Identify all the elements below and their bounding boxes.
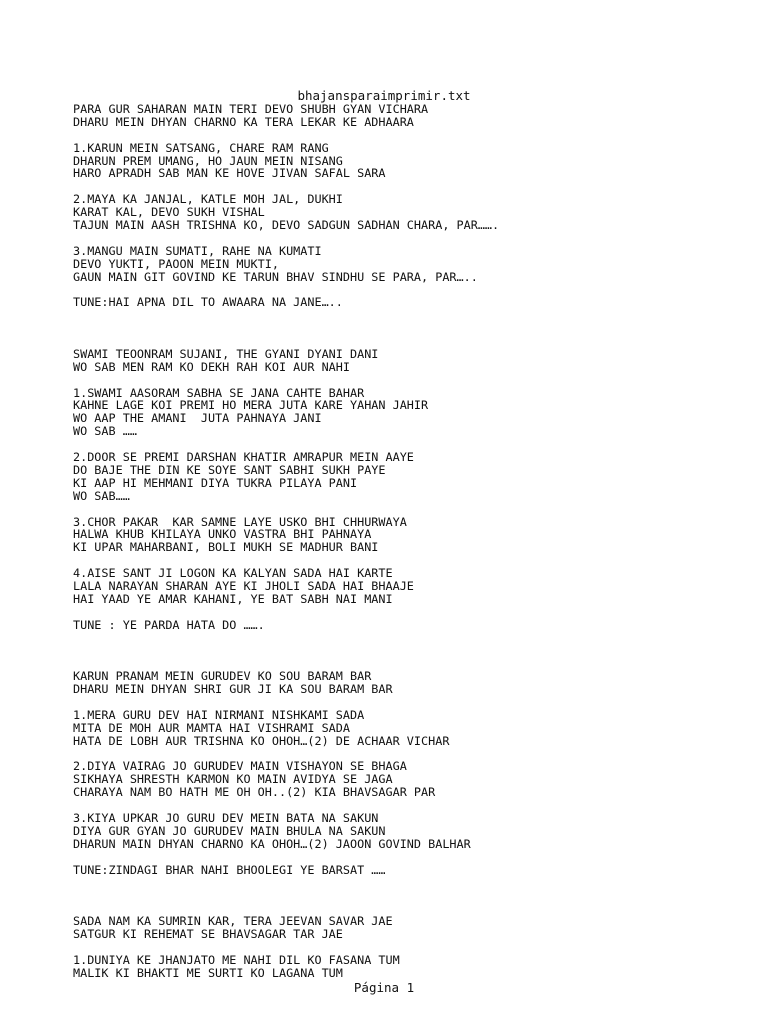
text-line: SWAMI TEOONRAM SUJANI, THE GYANI DYANI DANI	[73, 346, 379, 361]
document-body	[73, 103, 753, 980]
text-line: 1.MERA GURU DEV HAI NIRMANI NISHKAMI SADA	[73, 707, 365, 722]
text-line: DEVO YUKTI, PAOON MEIN MUKTI,	[73, 256, 279, 271]
text-line: TUNE:ZINDAGI BHAR NAHI BHOOLEGI YE BARSAT ……	[73, 862, 386, 877]
text-line: HARO APRADH SAB MAN KE HOVE JIVAN SAFAL SARA	[73, 166, 386, 181]
text-line: WO SAB……	[73, 488, 130, 503]
blank-line	[73, 941, 753, 954]
text-line: WO SAB MEN RAM KO DEKH RAH KOI AUR NAHI	[73, 359, 350, 374]
text-line: 4.AISE SANT JI LOGON KA KALYAN SADA HAI KARTE	[73, 566, 393, 581]
text-line: KARUN PRANAM MEIN GURUDEV KO SOU BARAM BAR	[73, 669, 372, 684]
text-line: HAI YAAD YE AMAR KAHANI, YE BAT SABH NAI MANI	[73, 591, 393, 606]
text-line: SIKHAYA SHRESTH KARMON KO MAIN AVIDYA SE JAGA	[73, 772, 393, 787]
text-line: KAHNE LAGE KOI PREMI HO MERA JUTA KARE YAHAN JAHIR	[73, 398, 429, 413]
blank-line	[73, 876, 753, 889]
file-name: bhajansparaimprimir.txt	[297, 88, 471, 103]
blank-line	[73, 851, 753, 864]
text-line: DO BAJE THE DIN KE SOYE SANT SABHI SUKH PAYE	[73, 462, 386, 477]
text-line: GAUN MAIN GIT GOVIND KE TARUN BHAV SINDHU SE PARA, PAR…..	[73, 269, 478, 284]
text-line: TAJUN MAIN AASH TRISHNA KO, DEVO SADGUN SADHAN CHARA, PAR…….	[73, 218, 500, 233]
text-line: 2.DOOR SE PREMI DARSHAN KHATIR AMRAPUR MEIN AAYE	[73, 450, 414, 465]
text-line: 3.CHOR PAKAR KAR SAMNE LAYE USKO BHI CHHURWAYA	[73, 514, 407, 529]
text-line: DHARU MEIN DHYAN CHARNO KA TERA LEKAR KE ADHAARA	[73, 114, 414, 129]
text-line: KI UPAR MAHARBANI, BOLI MUKH SE MADHUR BANI	[73, 540, 379, 555]
blank-line	[73, 309, 753, 322]
text-line: 1.DUNIYA KE JHANJATO ME NAHI DIL KO FASANA TUM	[73, 952, 400, 967]
text-line: 1.KARUN MEIN SATSANG, CHARE RAM RANG	[73, 140, 329, 155]
text-line: KI AAP HI MEHMANI DIYA TUKRA PILAYA PANI	[73, 475, 358, 490]
blank-line	[73, 696, 753, 709]
blank-line	[73, 129, 753, 142]
text-line: 2.MAYA KA JANJAL, KATLE MOH JAL, DUKHI	[73, 192, 343, 207]
blank-line	[73, 232, 753, 245]
blank-line	[73, 503, 753, 516]
text-line: WO SAB ……	[73, 424, 137, 439]
text-line: MALIK KI BHAKTI ME SURTI KO LAGANA TUM	[73, 965, 343, 980]
text-line: SADA NAM KA SUMRIN KAR, TERA JEEVAN SAVAR JAE	[73, 914, 393, 929]
text-line: DHARU MEIN DHYAN SHRI GUR JI KA SOU BARAM BAR	[73, 682, 393, 697]
text-line: CHARAYA NAM BO HATH ME OH OH..(2) KIA BHAVSAGAR PAR	[73, 785, 436, 800]
text-line: DHARUN PREM UMANG, HO JAUN MEIN NISANG	[73, 153, 343, 168]
blank-line	[73, 889, 753, 902]
blank-line	[73, 644, 753, 657]
text-line: DIYA GUR GYAN JO GURUDEV MAIN BHULA NA SAKUN	[73, 823, 386, 838]
text-line: HALWA KHUB KHILAYA UNKO VASTRA BHI PAHNAYA	[73, 527, 372, 542]
blank-line	[73, 322, 753, 335]
text-line: MITA DE MOH AUR MAMTA HAI VISHRAMI SADA	[73, 720, 350, 735]
text-line: 3.KIYA UPKAR JO GURU DEV MEIN BATA NA SAKUN	[73, 810, 379, 825]
blank-line	[73, 606, 753, 619]
text-line: 1.SWAMI AASORAM SABHA SE JANA CAHTE BAHAR	[73, 385, 365, 400]
text-line: WO AAP THE AMANI JUTA PAHNAYA JANI	[73, 411, 322, 426]
text-line: KARAT KAL, DEVO SUKH VISHAL	[73, 205, 265, 220]
text-line: SATGUR KI REHEMAT SE BHAVSAGAR TAR JAE	[73, 927, 343, 941]
blank-line	[73, 335, 753, 348]
blank-line	[73, 632, 753, 645]
page-number: Página 1	[353, 980, 415, 995]
text-line: 3.MANGU MAIN SUMATI, RAHE NA KUMATI	[73, 243, 322, 258]
text-line: DHARUN MAIN DHYAN CHARNO KA OHOH…(2) JAOON GOVIND BALHAR	[73, 836, 471, 851]
page-number-footer	[0, 981, 768, 995]
text-line: HATA DE LOBH AUR TRISHNA KO OHOH…(2) DE ACHAAR VICHAR	[73, 733, 450, 748]
text-line: TUNE:HAI APNA DIL TO AWAARA NA JANE…..	[73, 295, 343, 310]
file-name-header	[0, 89, 768, 102]
text-line: 2.DIYA VAIRAG JO GURUDEV MAIN VISHAYON SE BHAGA	[73, 759, 407, 774]
text-line: PARA GUR SAHARAN MAIN TERI DEVO SHUBH GYAN VICHARA	[73, 102, 429, 116]
blank-line	[73, 374, 753, 387]
text-line: LALA NARAYAN SHARAN AYE KI JHOLI SADA HAI BHAAJE	[73, 578, 414, 593]
text-line: TUNE : YE PARDA HATA DO …….	[73, 617, 265, 632]
